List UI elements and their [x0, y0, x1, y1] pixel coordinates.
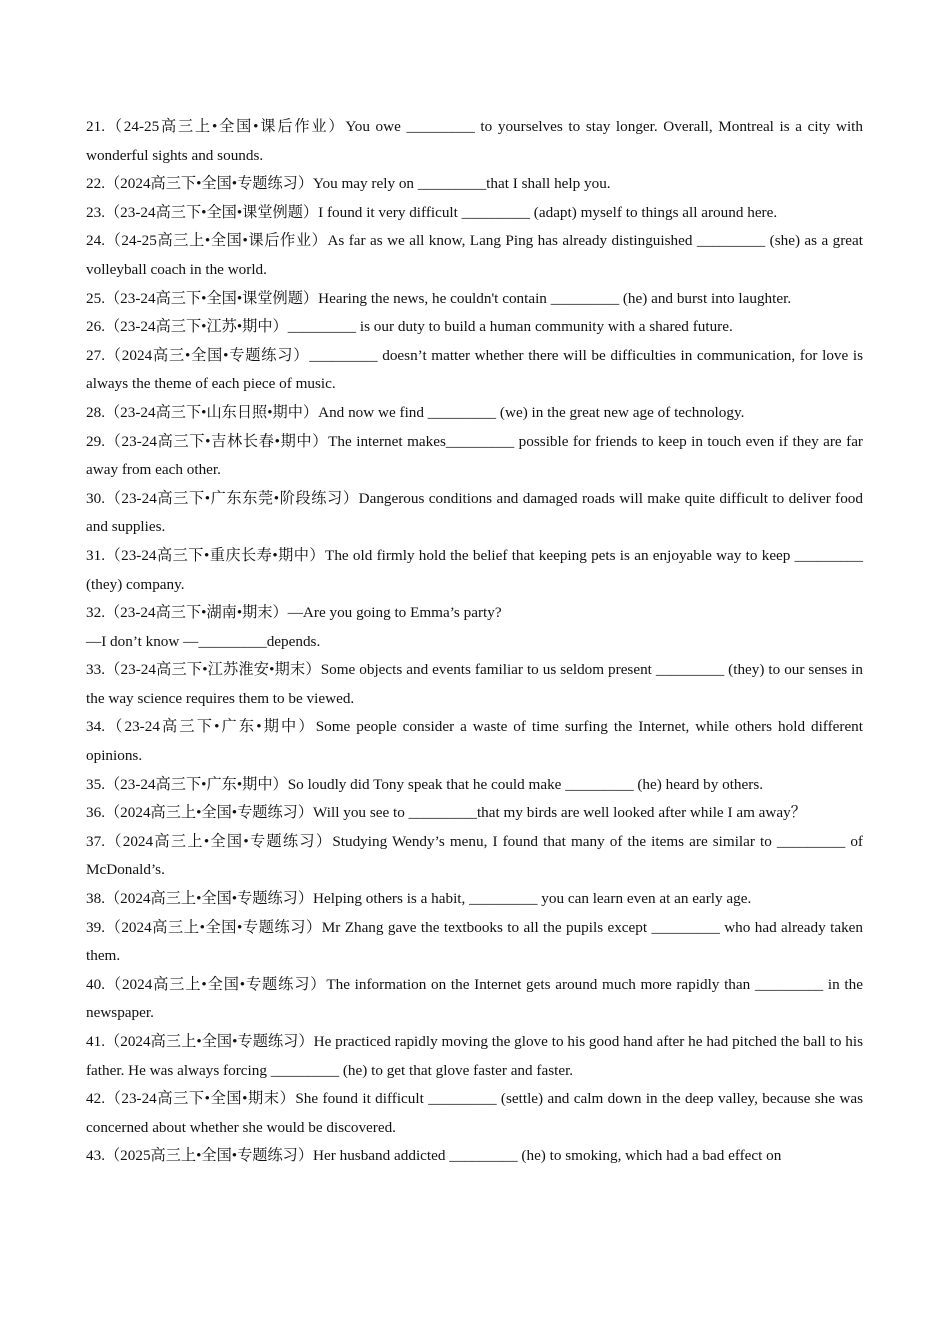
question-36: 36.（2024高三上•全国•专题练习）Will you see to _________that my birds are well looked after while I am away？ [86, 804, 806, 822]
question-41: 41.（2024高三上•全国•专题练习）He practiced rapidly moving the glove to his good hand after he had pitched the ball to his father. He was always forcing _________ (he) to get that glove faster and faster. [86, 1033, 863, 1079]
question-25: 25.（23-24高三下•全国•课堂例题）Hearing the news, he couldn't contain _________ (he) and burst into laughter. [86, 289, 792, 307]
question-31: 31.（23-24高三下•重庆长寿•期中）The old firmly hold the belief that keeping pets is an enjoyable way to keep _________ (they) company. [86, 546, 863, 593]
question-23: 23.（23-24高三下•全国•课堂例题）I found it very difficult _________ (adapt) myself to things all around here. [86, 203, 778, 221]
question-28: 28.（23-24高三下•山东日照•期中）And now we find _________ (we) in the great new age of technology. [86, 403, 745, 421]
question-30: 30.（23-24高三下•广东东莞•阶段练习）Dangerous conditions and damaged roads will make quite difficult to deliver food and supplies. [86, 489, 863, 536]
question-35: 35.（23-24高三下•广东•期中）So loudly did Tony speak that he could make _________ (he) heard by others. [86, 775, 764, 793]
question-42: 42.（23-24高三下•全国•期末）She found it difficult _________ (settle) and calm down in the deep valley, because she was concerned about whether she would be discovered. [86, 1090, 863, 1136]
question-33: 33.（23-24高三下•江苏淮安•期末）Some objects and events familiar to us seldom present _________ (they) to our senses in the way science requires them to be viewed. [86, 661, 863, 707]
question-list [86, 113, 863, 1171]
question-26: 26.（23-24高三下•江苏•期中）_________ is our duty to build a human community with a shared future. [86, 318, 733, 336]
question-21: 21.（24-25高三上•全国•课后作业）You owe _________ to yourselves to stay longer. Overall, Montreal is a city with wonderful sights and sounds. [86, 118, 863, 164]
question-40: 40.（2024高三上•全国•专题练习）The information on the Internet gets around much more rapidly than _________ in the newspaper. [86, 975, 863, 1022]
question-32 [86, 599, 863, 656]
question-32-line-2: —I don’t know —_________depends. [86, 632, 321, 650]
question-27: 27.（2024高三•全国•专题练习）_________ doesn’t matter whether there will be difficulties in communication, for love is always the theme of each piece of music. [86, 346, 863, 393]
question-43: 43.（2025高三上•全国•专题练习）Her husband addicted _________ (he) to smoking, which had a bad effect on [86, 1147, 782, 1165]
question-24: 24.（24-25高三上•全国•课后作业）As far as we all know, Lang Ping has already distinguished _________ (she) as a great volleyball coach in the world. [86, 232, 863, 278]
question-22: 22.（2024高三下•全国•专题练习）You may rely on _________that I shall help you. [86, 175, 611, 193]
question-32-line-1: 32.（23-24高三下•湖南•期末）—Are you going to Emma’s party? [86, 604, 502, 622]
question-34: 34.（23-24高三下•广东•期中）Some people consider a waste of time surfing the Internet, while others hold different opinions. [86, 718, 863, 765]
question-38: 38.（2024高三上•全国•专题练习）Helping others is a habit, _________ you can learn even at an early age. [86, 890, 752, 908]
question-29: 29.（23-24高三下•吉林长春•期中）The internet makes_________ possible for friends to keep in touch even if they are far away from each other. [86, 432, 863, 479]
question-39: 39.（2024高三上•全国•专题练习）Mr Zhang gave the textbooks to all the pupils except _________ who had already taken them. [86, 918, 863, 965]
question-37: 37.（2024高三上•全国•专题练习）Studying Wendy’s menu, I found that many of the items are similar to _________ of McDonald’s. [86, 832, 863, 879]
